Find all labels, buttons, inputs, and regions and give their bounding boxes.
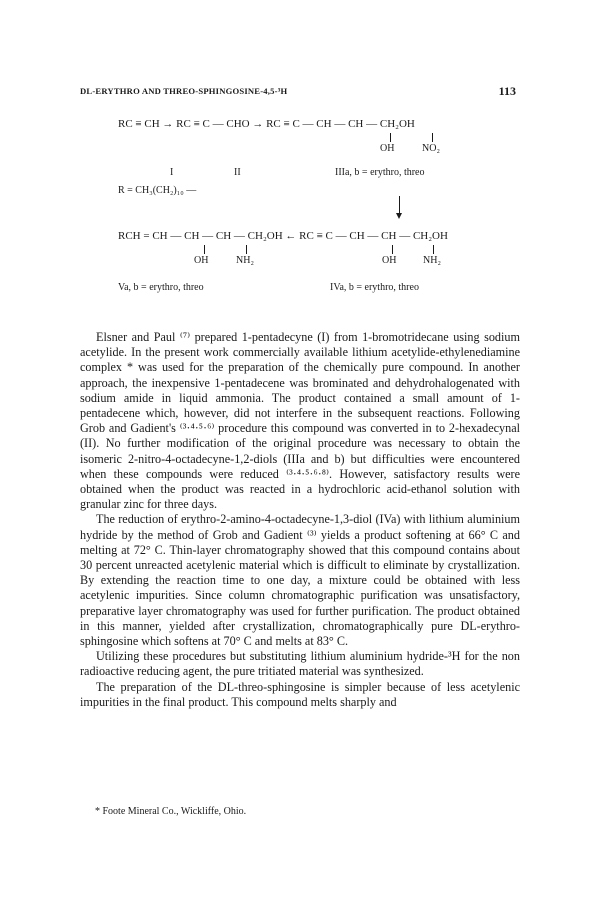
- scheme-nh2-label: NH₂: [236, 255, 254, 266]
- footnote: * Foote Mineral Co., Wickliffe, Ohio.: [95, 806, 247, 817]
- bond-line: [246, 245, 247, 254]
- arrow-down: [399, 196, 400, 214]
- compound-label-V: Va, b = erythro, threo: [118, 282, 204, 293]
- compound-label-IV: IVa, b = erythro, threo: [330, 282, 419, 293]
- compound-label-III: IIIa, b = erythro, threo: [335, 167, 425, 178]
- bond-line: [390, 133, 391, 142]
- compound-label-I: I: [170, 167, 174, 178]
- running-title: DL-ERYTHRO AND THREO-SPHINGOSINE-4,5-³H: [80, 86, 288, 96]
- scheme-no2-label: NO₂: [422, 143, 440, 154]
- scheme-oh-label: OH: [380, 143, 395, 154]
- paragraph: The preparation of the DL-threo-sphingosine is simpler because of less acetylenic impurities in the final product. This compound melts sharply and: [80, 679, 520, 709]
- paragraph: Elsner and Paul ⁽⁷⁾ prepared 1-pentadecyne (I) from 1-bromotridecane using sodium acetylide. In the present work commercially available lithium acetylide-ethylenediamine complex * was used for the preparation of the chemically pure compound. In another approach, the inexpensive 1-pentadecene was brominated and dehydrohalogenated with sodium amide in liquid ammonia. The product contained a small amount of 1-pentadecene which, however, did not interfere in the subsequent reactions. Following Grob and Gadient's ⁽³·⁴·⁵·⁶⁾ procedure this compound was converted in to 2-hexadecynal (II). No further modification of the original procedure was necessary to obtain the isomeric 2-nitro-4-octadecyne-1,2-diols (IIIa and b) but difficulties were encountered when these compounds were reduced ⁽³·⁴·⁵·⁶·⁸⁾. However, satisfactory results were obtained when the product was reacted in a hydrochloric acid-ethanol solution with granular zinc for three days.: [80, 330, 520, 512]
- bond-line: [432, 133, 433, 142]
- bond-line: [392, 245, 393, 254]
- paragraph: Utilizing these procedures but substituting lithium aluminium hydride-³H for the non radioactive reducing agent, the pure tritiated material was synthesized.: [80, 649, 520, 679]
- scheme-line-1: RC ≡ CH → RC ≡ C — CHO → RC ≡ C — CH — CH — CH₂OH: [118, 118, 415, 130]
- bond-line: [204, 245, 205, 254]
- scheme-nh2-label: NH₂: [423, 255, 441, 266]
- scheme-oh-label: OH: [194, 255, 209, 266]
- reaction-scheme: [0, 0, 600, 320]
- bond-line: [433, 245, 434, 254]
- scheme-oh-label: OH: [382, 255, 397, 266]
- r-definition: R = CH₃(CH₂)₁₀ —: [118, 185, 197, 196]
- page-number: 113: [498, 84, 516, 98]
- body-text: [80, 330, 520, 710]
- paragraph: The reduction of erythro-2-amino-4-octadecyne-1,3-diol (IVa) with lithium aluminium hydride by the method of Grob and Gadient ⁽³⁾ yields a product softening at 66° C and melting at 72° C. Thin-layer chromatography showed that this compound contains about 30 percent unreacted acetylenic material which is difficult to eliminate by crystallization. By extending the reaction time to one day, a mixture could be obtained with less acetylenic impurities. Since column chromatographic purification was unsatisfactory, preparative layer chromatography was used for further purification. The product obtained in this manner, yielded after crystallization, chromatographically pure DL-erythro-sphingosine which softens at 70° C and melts at 83° C.: [80, 512, 520, 649]
- compound-label-II: II: [234, 167, 241, 178]
- scheme-line-2: RCH = CH — CH — CH — CH₂OH ← RC ≡ C — CH — CH — CH₂OH: [118, 230, 448, 242]
